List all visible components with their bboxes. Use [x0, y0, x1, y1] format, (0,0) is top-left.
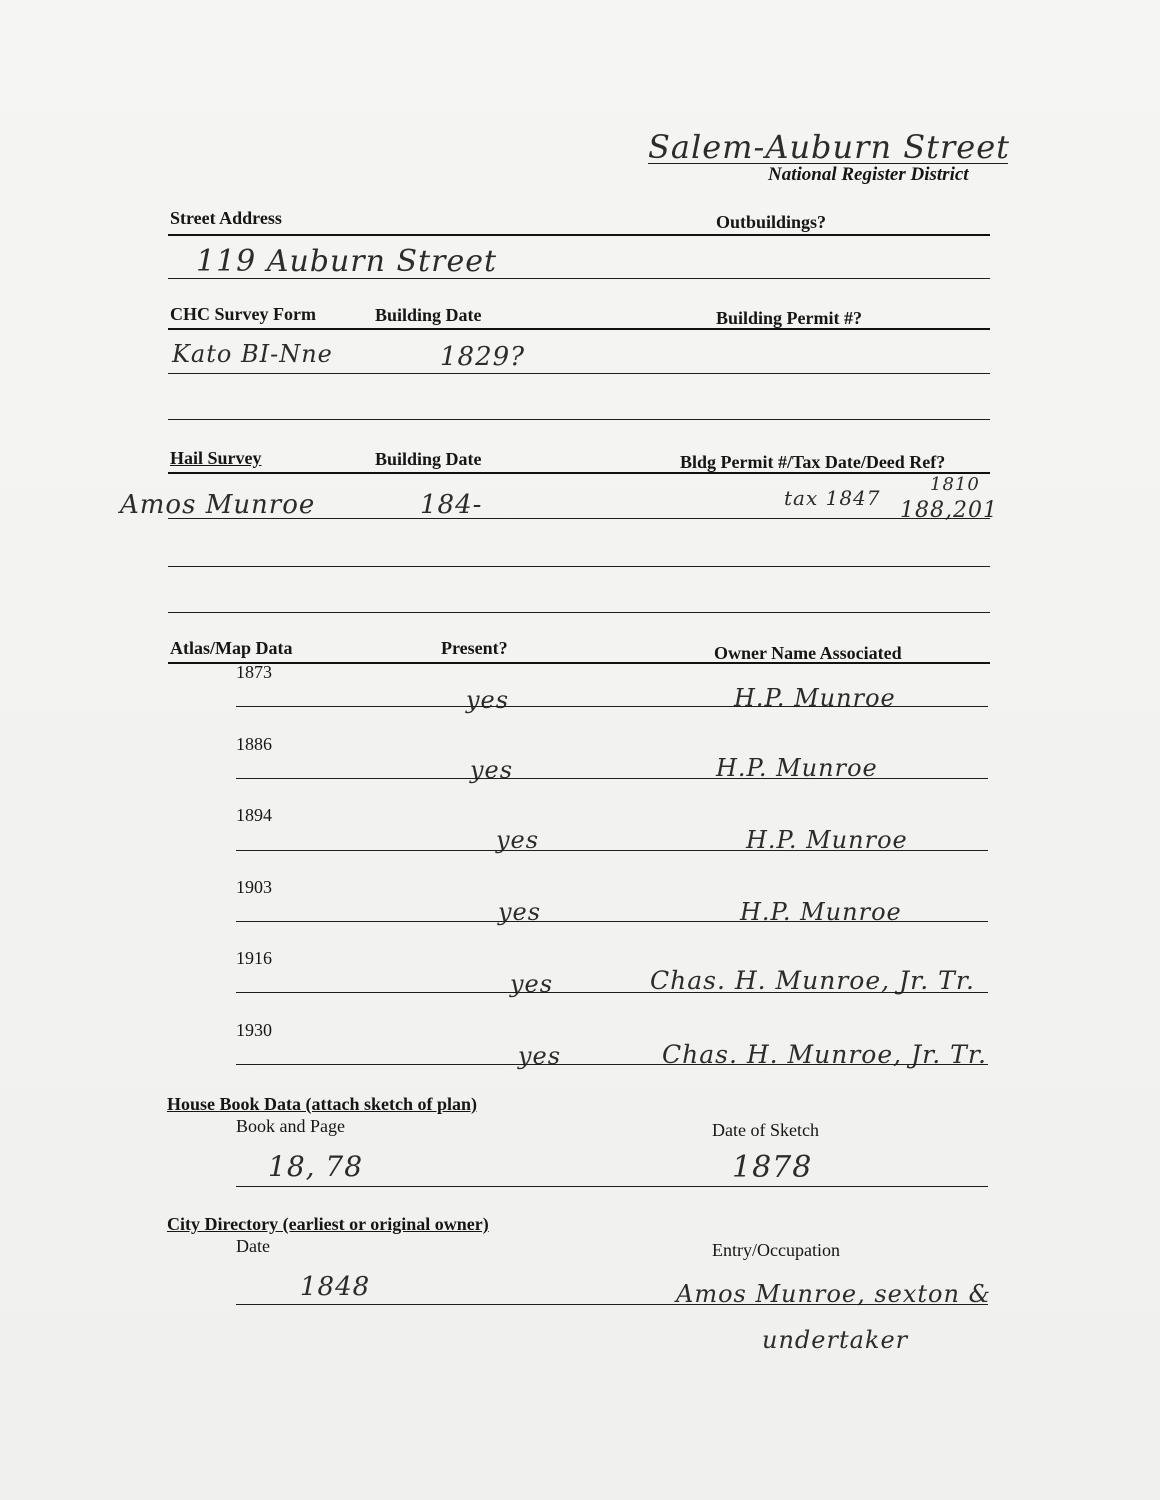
hail-tax-value[interactable]: tax 1847 [784, 486, 881, 510]
atlas-year-1930: 1930 [236, 1020, 272, 1040]
atlas-label: Atlas/Map Data [170, 638, 293, 658]
atlas-year-1894: 1894 [236, 805, 272, 825]
atlas-line-1894 [236, 850, 988, 851]
atlas-line-1903 [236, 921, 988, 922]
chc-building-date-label: Building Date [375, 305, 482, 325]
hail-survey-label: Hail Survey [170, 448, 262, 468]
city-directory-entry-value-2[interactable]: undertaker [762, 1326, 909, 1354]
city-directory-date-value[interactable]: 1848 [300, 1272, 371, 1302]
hail-permit-label: Bldg Permit #/Tax Date/Deed Ref? [680, 452, 946, 472]
street-address-line [168, 278, 990, 279]
atlas-year-1873: 1873 [236, 662, 272, 682]
atlas-owner-1930[interactable]: Chas. H. Munroe, Jr. Tr. [662, 1040, 987, 1069]
city-directory-date-label: Date [236, 1236, 270, 1256]
city-directory-entry-value-1[interactable]: Amos Munroe, sexton & [676, 1280, 991, 1308]
city-directory-label: City Directory (earliest or original owner) [167, 1214, 489, 1234]
house-book-page-value[interactable]: 18, 78 [268, 1150, 364, 1183]
atlas-owner-1894[interactable]: H.P. Munroe [746, 826, 908, 854]
chc-survey-value[interactable]: Kato BI-Nne [172, 340, 333, 368]
chc-header-rule [168, 328, 990, 330]
atlas-line-1916 [236, 992, 988, 993]
district-name-handwritten: Salem-Auburn Street [648, 128, 1011, 166]
hail-survey-value[interactable]: Amos Munroe [120, 490, 316, 520]
house-book-page-label: Book and Page [236, 1116, 345, 1136]
hail-deed-bottom[interactable]: 188,201 [900, 498, 998, 523]
house-book-sketch-label: Date of Sketch [712, 1120, 819, 1140]
house-book-sketch-value[interactable]: 1878 [732, 1150, 813, 1185]
district-label: National Register District [768, 164, 969, 185]
atlas-present-1903[interactable]: yes [498, 898, 542, 926]
atlas-header-rule [168, 662, 990, 664]
street-address-label: Street Address [170, 208, 282, 228]
street-address-value[interactable]: 119 Auburn Street [196, 244, 498, 279]
atlas-present-1873[interactable]: yes [466, 686, 510, 714]
atlas-present-1916[interactable]: yes [510, 970, 554, 998]
atlas-owner-1916[interactable]: Chas. H. Munroe, Jr. Tr. [650, 966, 975, 995]
chc-permit-label: Building Permit #? [716, 308, 863, 328]
hail-line-2 [168, 566, 990, 567]
chc-date-value[interactable]: 1829? [440, 342, 526, 372]
atlas-year-1916: 1916 [236, 948, 272, 968]
atlas-present-1894[interactable]: yes [496, 826, 540, 854]
hail-building-date-label: Building Date [375, 449, 482, 469]
atlas-present-label: Present? [441, 638, 508, 658]
atlas-owner-1873[interactable]: H.P. Munroe [734, 684, 896, 712]
city-directory-entry-label: Entry/Occupation [712, 1240, 840, 1260]
hail-date-value[interactable]: 184- [420, 490, 483, 520]
city-directory-line [236, 1304, 988, 1305]
house-book-label: House Book Data (attach sketch of plan) [167, 1094, 478, 1114]
outbuildings-label: Outbuildings? [716, 212, 827, 232]
street-header-rule [168, 234, 990, 236]
atlas-line-1886 [236, 778, 988, 779]
atlas-present-1930[interactable]: yes [518, 1042, 562, 1070]
hail-line-3 [168, 612, 990, 613]
house-book-line [236, 1186, 988, 1187]
atlas-owner-1886[interactable]: H.P. Munroe [716, 754, 878, 782]
atlas-line-1930 [236, 1064, 988, 1065]
atlas-year-1886: 1886 [236, 734, 272, 754]
chc-survey-label: CHC Survey Form [170, 304, 316, 324]
chc-line-2 [168, 419, 990, 420]
atlas-line-1873 [236, 706, 988, 707]
chc-line-1 [168, 373, 990, 374]
hail-header-rule [168, 472, 990, 474]
atlas-owner-label: Owner Name Associated [714, 643, 902, 663]
atlas-present-1886[interactable]: yes [470, 756, 514, 784]
hail-line-1 [168, 518, 990, 519]
hail-deed-top[interactable]: 1810 [930, 474, 980, 495]
atlas-year-1903: 1903 [236, 877, 272, 897]
atlas-owner-1903[interactable]: H.P. Munroe [740, 898, 902, 926]
